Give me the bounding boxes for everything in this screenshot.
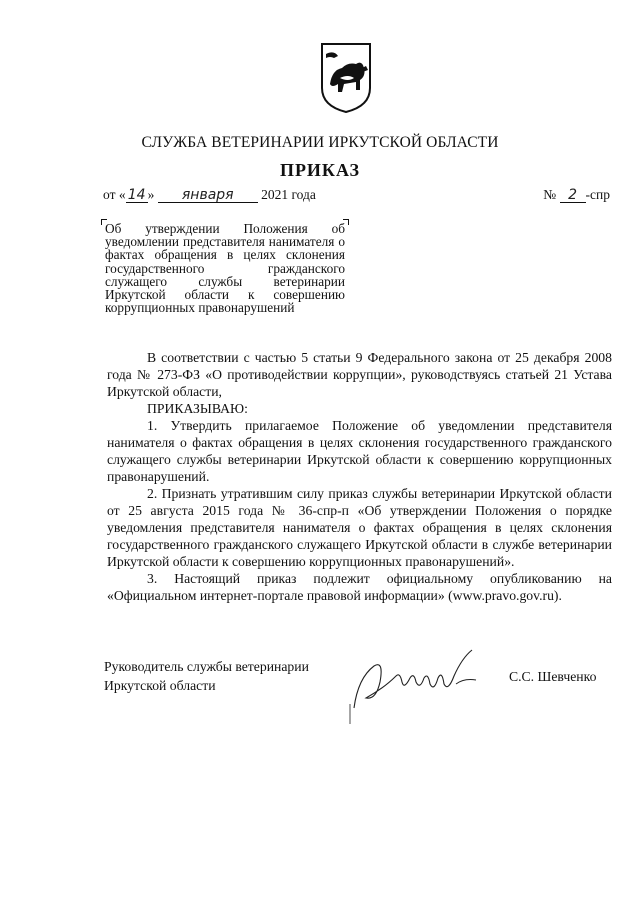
- document-type-title: ПРИКАЗ: [279, 160, 361, 180]
- number-value: 2: [560, 188, 586, 203]
- date-month: января: [158, 188, 258, 203]
- order-number: [543, 187, 610, 203]
- item-2-paragraph: 2. Признать утратившим силу приказ службы ветеринарии Иркутской области от 25 августа 2015 года № 36-спр-п «Об утверждении Положения о порядке уведомления представителя нанимателя о фактах обращения в целях склонения государственного гражданского служащего Иркутской области в службе ветеринарии Иркутской области к совершению коррупционных правонарушений».: [107, 486, 612, 569]
- preamble-paragraph: В соответствии с частью 5 статьи 9 Федерального закона от 25 декабря 2008 года № 273-ФЗ «О противодействии коррупции», руководствуясь статьей 21 Устава Иркутской области,: [107, 350, 612, 399]
- number-prefix: №: [543, 187, 560, 202]
- item-1-paragraph: 1. Утвердить прилагаемое Положение об уведомлении представителя нанимателя о фактах обращения в целях склонения государственного гражданского служащего службы ветеринарии Иркутской области к совершению коррупционных правонарушений.: [107, 418, 612, 484]
- command-word: ПРИКАЗЫВАЮ:: [147, 401, 248, 416]
- date-prefix: от «: [103, 187, 126, 202]
- signatory-title: [104, 657, 309, 695]
- date-year: 2021 года: [257, 187, 316, 202]
- number-suffix: -спр: [585, 187, 610, 202]
- coat-of-arms-icon: [318, 40, 374, 114]
- signatory-name: С.С. Шевченко: [509, 669, 597, 684]
- date-day: 14: [126, 188, 148, 203]
- order-body: [107, 349, 612, 604]
- signatory-title-line-1: Руководитель службы ветеринарии: [104, 659, 309, 674]
- handwritten-signature: [344, 638, 494, 728]
- item-3-paragraph: 3. Настоящий приказ подлежит официальному опубликованию на «Официальном интернет-портале правовой информации» (www.pravo.gov.ru).: [107, 571, 612, 603]
- date-mid: »: [147, 187, 158, 202]
- order-date: [103, 187, 316, 203]
- order-subject: Об утверждении Положения об уведомлении представителя нанимателя о фактах обращения в целях склонения государственного гражданского служащего службы ветеринарии Иркутской области к совершению коррупционных правонарушений: [105, 221, 345, 316]
- organization-name: СЛУЖБА ВЕТЕРИНАРИИ ИРКУТСКОЙ ОБЛАСТИ: [141, 134, 499, 151]
- signatory-title-line-2: Иркутской области: [104, 678, 216, 693]
